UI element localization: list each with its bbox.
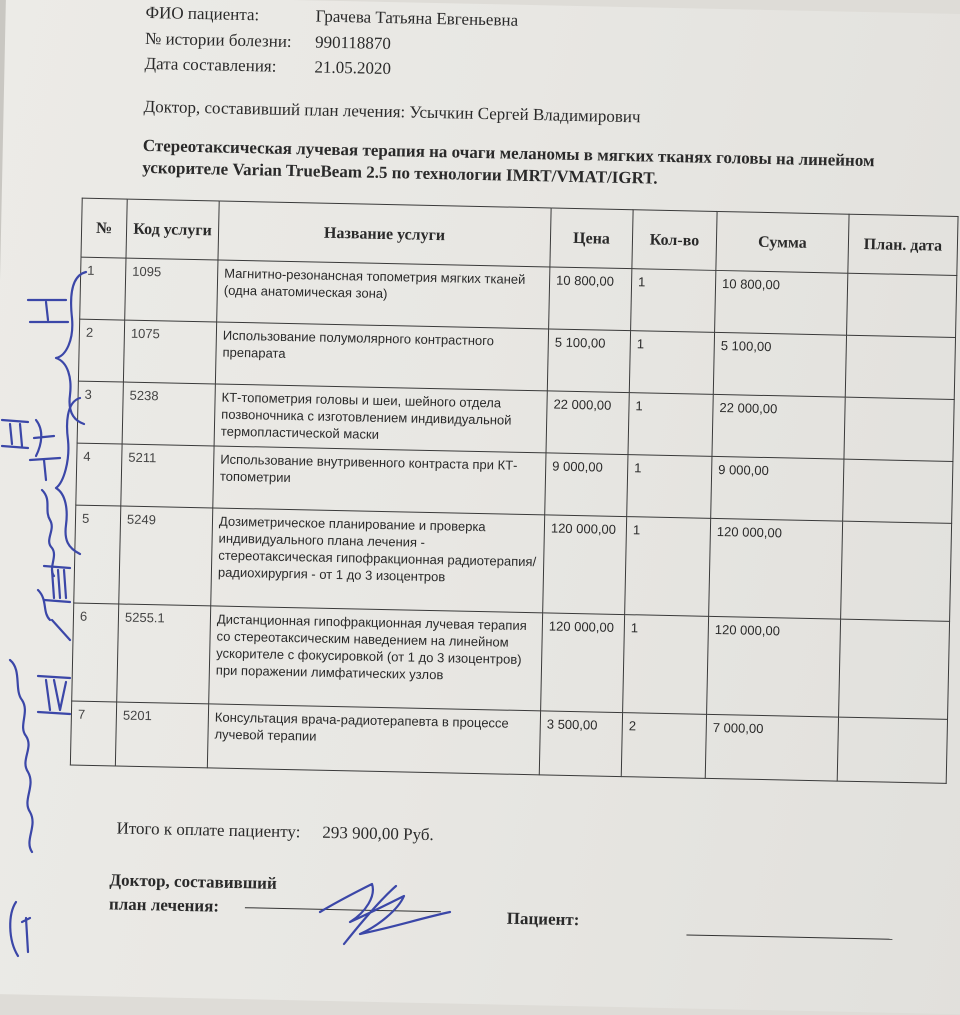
history-number-value: 990118870 — [314, 32, 392, 54]
row-price: 10 800,00 — [549, 267, 632, 331]
doctor-signature-label-line-2: план лечения: — [108, 894, 220, 916]
row-sum: 10 800,00 — [715, 270, 848, 335]
patient-name-row — [145, 3, 518, 31]
row-plan-date — [837, 717, 947, 783]
row-sum: 22 000,00 — [712, 394, 845, 459]
row-service-name: Использование внутривенного контраста при КТ-топометрии — [213, 446, 546, 515]
row-number: 1 — [80, 257, 126, 320]
row-qty: 1 — [628, 393, 713, 457]
treatment-title: Стереотаксическая лучевая терапия на очаги меланомы в мягких тканях головы на линейном ускорителе Varian TrueBeam 2.5 по технологии IMRT/VMAT/IGRT. — [142, 135, 875, 188]
row-code: 5201 — [115, 702, 208, 768]
patient-name-value: Грачева Татьяна Евгеньевна — [315, 6, 519, 30]
table-row — [74, 505, 952, 621]
patient-name-label: ФИО пациента: — [145, 2, 260, 25]
patient-signature-line — [686, 934, 892, 939]
col-header-qty: Кол-во — [632, 210, 717, 271]
doctor-signature-label-line-1: Доктор, составивший — [109, 870, 277, 893]
row-sum: 5 100,00 — [713, 332, 846, 397]
row-code: 5211 — [121, 444, 214, 508]
row-service-name: КТ-топометрия головы и шеи, шейного отдела позвоночника с изготовлением индивидуальной термопластической маски — [214, 384, 547, 453]
row-sum: 9 000,00 — [711, 456, 844, 521]
history-number-label: № истории болезни: — [144, 28, 292, 51]
row-number: 3 — [77, 381, 123, 444]
total-amount: 293 900,00 Руб. — [322, 822, 434, 845]
col-header-plan-date: План. дата — [848, 214, 958, 275]
services-table — [70, 198, 959, 784]
row-plan-date — [847, 273, 957, 337]
row-code: 5249 — [119, 506, 213, 606]
row-qty: 1 — [631, 269, 716, 333]
row-code: 1075 — [123, 320, 216, 384]
row-service-name: Дозиметрическое планирование и проверка индивидуального плана лечения - стереотаксическая гипофракционная радиотерапия/радиохирургия - от 1 до 3 изоцентров — [211, 508, 545, 613]
table-row — [72, 603, 950, 719]
col-header-sum: Сумма — [716, 211, 849, 273]
row-sum: 7 000,00 — [705, 714, 838, 781]
row-service-name: Дистанционная гипофракционная лучевая терапия со стереотаксическим наведением на линейном ускорителе с фокусировкой (от 1 до 3 изоцентров) при поражении лимфатических узлов — [209, 606, 543, 711]
row-plan-date — [844, 397, 954, 461]
row-price: 22 000,00 — [546, 391, 629, 455]
date-row — [144, 54, 391, 79]
row-number: 2 — [78, 319, 124, 382]
row-service-name: Использование полумолярного контрастного препарата — [215, 322, 548, 391]
doctor-row — [143, 97, 640, 127]
row-sum: 120 000,00 — [709, 518, 843, 619]
col-header-number: № — [81, 198, 127, 258]
row-sum: 120 000,00 — [707, 616, 841, 717]
row-qty: 1 — [623, 615, 709, 715]
row-code: 5255.1 — [117, 604, 211, 704]
row-price: 3 500,00 — [539, 711, 622, 777]
col-header-name: Название услуги — [218, 201, 551, 267]
row-price: 120 000,00 — [543, 515, 627, 615]
row-price: 9 000,00 — [545, 453, 628, 517]
row-code: 1095 — [125, 258, 218, 322]
date-value: 21.05.2020 — [314, 57, 392, 79]
row-plan-date — [843, 459, 953, 523]
row-price: 120 000,00 — [541, 613, 625, 713]
total-label: Итого к оплате пациенту: — [116, 818, 301, 842]
row-plan-date — [845, 335, 955, 399]
row-plan-date — [841, 521, 952, 621]
row-price: 5 100,00 — [547, 329, 630, 393]
history-number-row — [145, 29, 391, 54]
doctor-signature-label — [109, 868, 277, 919]
row-code: 5238 — [122, 382, 215, 446]
total-row — [116, 819, 434, 846]
row-number: 4 — [76, 443, 122, 506]
row-qty: 1 — [627, 455, 712, 519]
row-plan-date — [839, 619, 950, 719]
patient-signature-label: Пациент: — [506, 908, 580, 930]
row-qty: 1 — [625, 517, 711, 617]
doctor-value: Усычкин Сергей Владимирович — [409, 102, 641, 127]
col-header-code: Код услуги — [126, 199, 219, 260]
doctor-label: Доктор, составивший план лечения: — [143, 96, 406, 122]
row-qty: 1 — [629, 331, 714, 395]
row-number: 5 — [74, 505, 121, 604]
row-number: 7 — [70, 701, 116, 766]
col-header-price: Цена — [550, 208, 633, 269]
row-service-name: Консультация врача-радиотерапевта в процессе лучевой терапии — [207, 704, 540, 775]
row-number: 6 — [72, 603, 119, 702]
date-label: Дата составления: — [144, 53, 277, 76]
row-service-name: Магнитно-резонансная топометрия мягких тканей (одна анатомическая зона) — [217, 260, 550, 329]
row-qty: 2 — [621, 713, 706, 779]
